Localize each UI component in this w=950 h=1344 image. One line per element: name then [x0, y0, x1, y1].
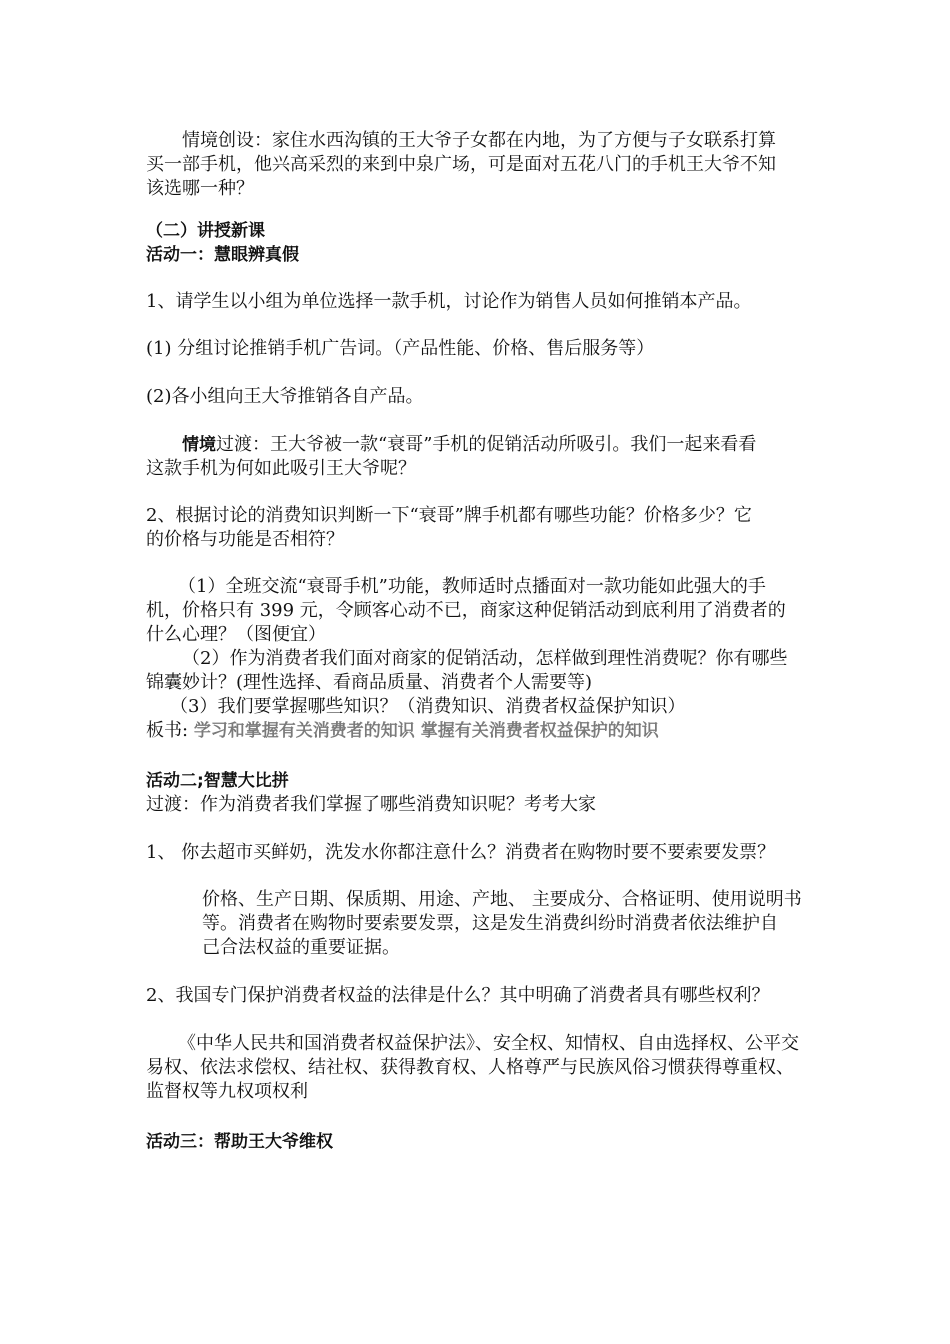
answer-1-line-3: 己合法权益的重要证据。 — [202, 937, 400, 958]
answer-2-line-1: 《中华人民共和国消费者权益保护法》、安全权、知情权、自由选择权、公平交 — [178, 1033, 799, 1054]
point-1-line-3: 什么心理？（图便宜） — [146, 624, 326, 645]
activity-1-step-1: (1) 分组讨论推销手机广告词。（产品性能、价格、售后服务等） — [146, 338, 655, 359]
activity-1-step-2: (2)各小组向王大爷推销各自产品。 — [146, 386, 424, 407]
question-2-line-2: 的价格与功能是否相符？ — [146, 529, 344, 550]
answer-2-line-2: 易权、依法求偿权、结社权、获得教育权、人格尊严与民族风俗习惯获得尊重权、 — [146, 1057, 794, 1078]
transition-rest: 过渡：王大爷被一款“衰哥”手机的促销活动所吸引。我们一起来看看 — [216, 434, 757, 455]
point-3-line-1: （3）我们要掌握哪些知识？（消费知识、消费者权益保护知识） — [170, 696, 686, 717]
intro-line-3: 该选哪一种？ — [146, 178, 254, 199]
activity-2-question-1: 1、 你去超市买鲜奶，洗发水你都注意什么？消费者在购物时要不要索要发票？ — [146, 842, 776, 863]
question-2-line-1: 2、根据讨论的消费知识判断一下“衰哥”牌手机都有哪些功能？价格多少？它 — [146, 505, 752, 526]
transition-line-2: 这款手机为何如此吸引王大爷呢？ — [146, 458, 416, 479]
board-text: 学习和掌握有关消费者的知识 掌握有关消费者权益保护的知识 — [193, 721, 659, 741]
activity-2-question-2: 2、我国专门保护消费者权益的法律是什么？其中明确了消费者具有哪些权利？ — [146, 985, 770, 1006]
intro-line-2: 买一部手机，他兴高采烈的来到中泉广场，可是面对五花八门的手机王大爷不知 — [146, 154, 776, 175]
activity-1-title: 活动一：慧眼辨真假 — [146, 245, 299, 265]
answer-1-line-2: 等。消费者在购物时要索要发票，这是发生消费纠纷时消费者依法维护自 — [202, 913, 778, 934]
answer-2-line-3: 监督权等九权项权利 — [146, 1081, 308, 1102]
point-2-line-1: （2）作为消费者我们面对商家的促销活动，怎样做到理性消费呢？你有哪些 — [182, 648, 788, 669]
activity-3-title: 活动三：帮助王大爷维权 — [146, 1132, 333, 1152]
activity-2-transition: 过渡：作为消费者我们掌握了哪些消费知识呢？考考大家 — [146, 794, 596, 815]
activity-1-question-1: 1、请学生以小组为单位选择一款手机，讨论作为销售人员如何推销本产品。 — [146, 291, 752, 312]
activity-2-title: 活动二;智慧大比拼 — [146, 771, 289, 791]
transition-line-1 — [182, 433, 756, 457]
point-2-line-2: 锦囊妙计？(理性选择、看商品质量、消费者个人需要等) — [146, 672, 593, 693]
intro-line-1: 情境创设：家住水西沟镇的王大爷子女都在内地，为了方便与子女联系打算 — [182, 130, 776, 151]
board-label: 板书: — [146, 720, 189, 741]
answer-1-line-1: 价格、生产日期、保质期、用途、产地、 主要成分、合格证明、使用说明书 — [202, 889, 802, 910]
board-writing — [146, 719, 659, 743]
point-1-line-1: （1）全班交流“衰哥手机”功能，教师适时点播面对一款功能如此强大的手 — [178, 576, 766, 597]
transition-bold-word: 情境 — [182, 435, 216, 455]
point-1-line-2: 机，价格只有 399 元，令顾客心动不已，商家这种促销活动到底利用了消费者的 — [146, 600, 786, 621]
section-title: （二）讲授新课 — [146, 221, 265, 241]
